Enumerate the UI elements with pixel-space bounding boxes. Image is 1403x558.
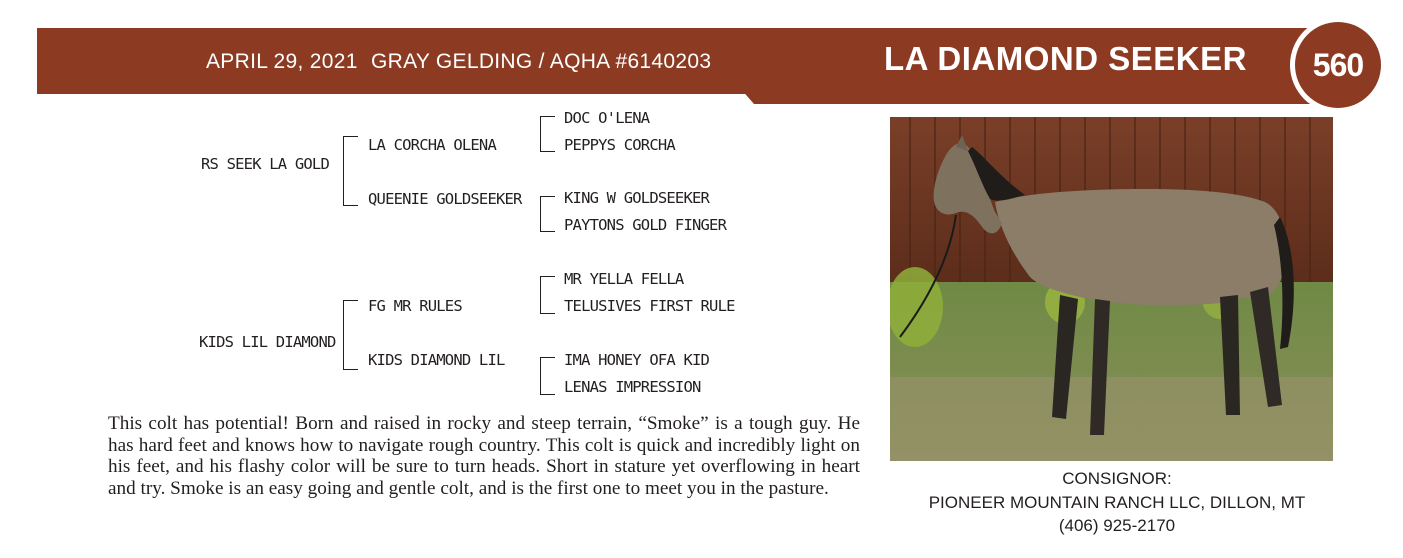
pedigree-dam-dam: KIDS DIAMOND LIL [368, 351, 505, 369]
pedigree-dam-sire-dam: TELUSIVES FIRST RULE [564, 297, 735, 315]
pedigree-sire-dam-sire: KING W GOLDSEEKER [564, 189, 710, 207]
lot-number: 560 [1312, 47, 1364, 83]
consignor-name: PIONEER MOUNTAIN RANCH LLC, DILLON, MT [928, 493, 1306, 512]
pedigree-bracket [343, 300, 358, 370]
header-banner-tab [740, 88, 1360, 104]
horse-description: GRAY GELDING / AQHA #6140203 [371, 50, 712, 73]
pedigree-bracket [540, 357, 555, 395]
pedigree-bracket [343, 136, 358, 206]
horse-description-paragraph: This colt has potential! Born and raised in rocky and steep terrain, “Smoke” is a tough guy. He has hard feet and knows how to navigate rough country. This colt is quick and incredibly light on his feet, and his flashy color will be sure to turn heads. Short in stature yet overflowing in heart and try. Smoke is an easy going and gentle colt, and is the first one to meet you in the pasture. [108, 413, 860, 499]
pedigree-sire-sire-sire: DOC O'LENA [564, 109, 650, 127]
consignor-phone: (406) 925-2170 [1058, 516, 1176, 535]
pedigree-bracket [540, 276, 555, 314]
pedigree-dam-dam-dam: LENAS IMPRESSION [564, 378, 701, 396]
pedigree-sire-sire: LA CORCHA OLENA [368, 136, 496, 154]
horse-name: LA DIAMOND SEEKER [884, 40, 1247, 77]
horse-photo [890, 117, 1333, 461]
pedigree-sire-sire-dam: PEPPYS CORCHA [564, 136, 675, 154]
pedigree-dam-sire-sire: MR YELLA FELLA [564, 270, 684, 288]
pedigree-dam-sire: FG MR RULES [368, 297, 462, 315]
pedigree-sire-dam-dam: PAYTONS GOLD FINGER [564, 216, 727, 234]
pedigree-bracket [540, 196, 555, 232]
consignor-label: CONSIGNOR: [1062, 469, 1172, 488]
pedigree-sire-dam: QUEENIE GOLDSEEKER [368, 190, 522, 208]
pedigree-dam: KIDS LIL DIAMOND [199, 333, 336, 351]
pedigree-sire: RS SEEK LA GOLD [201, 155, 329, 173]
foaling-date: APRIL 29, 2021 [206, 50, 358, 73]
pedigree-dam-dam-sire: IMA HONEY OFA KID [564, 351, 710, 369]
pedigree-bracket [540, 116, 555, 152]
